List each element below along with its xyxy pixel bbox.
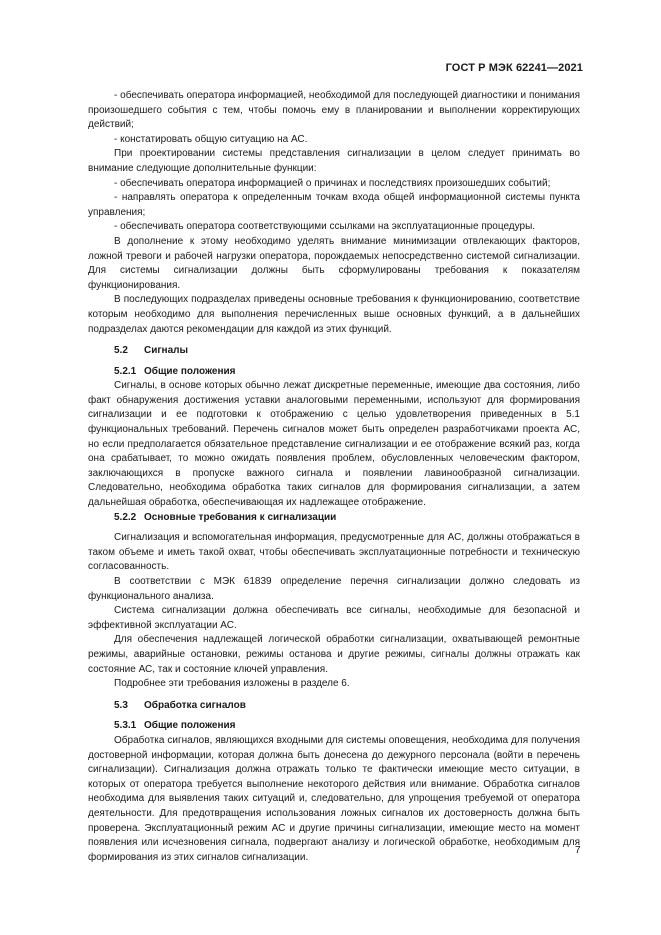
section-heading [88, 511, 580, 526]
document-body [88, 89, 580, 865]
paragraph: - констатировать общую ситуацию на АС. [114, 133, 308, 145]
paragraph: В дополнение к этому необходимо уделять внимание минимизации отвлекающих факторов, ложной тревоги и рабочей нагрузки оператора, порождаемых непосредственно системой сигнализации. Для системы сигнализации должны быть сформулированы требования к показателям функционирования. [88, 235, 580, 291]
section-title: Обработка сигналов [144, 699, 246, 711]
paragraph: - обеспечивать оператора соответствующими ссылками на эксплуатационные процедуры. [114, 221, 536, 233]
paragraph: Сигнализация и вспомогательная информация, предусмотренные для АС, должны отображаться в таком объеме и иметь такой охват, чтобы обеспечивать эксплуатационные потребности и техническую согласованность. [88, 532, 580, 573]
section-number: 5.3 [114, 699, 128, 711]
paragraph: В последующих подразделах приведены основные требования к функционированию, соответствие которым необходимо для выполнения перечисленных выше основных функций, а в дальнейших подразделах даются рекомендации для каждой из этих функций. [88, 294, 580, 335]
section-title: Общие положения [144, 365, 236, 377]
section-title: Основные требования к сигнализации [144, 511, 337, 523]
paragraph: Для обеспечения надлежащей логической обработки сигнализации, охватывающей ремонтные режимы, аварийные остановки, режимы останова и другие режимы, сигналы должны отражать как состояние АС, так и состояние ключей управления. [88, 634, 580, 675]
section-heading [88, 719, 580, 734]
section-heading [88, 344, 580, 359]
section-title: Сигналы [144, 345, 189, 357]
section-number: 5.2.1 [114, 365, 137, 377]
paragraph: Система сигнализации должна обеспечивать все сигналы, необходимые для безопасной и эффективной эксплуатации АС. [88, 605, 580, 631]
paragraph: - обеспечивать оператора информацией, необходимой для последующей диагностики и понимания произошедшего события с тем, чтобы помочь ему в планировании и выполнении корректирующих действий; [88, 90, 580, 131]
paragraph: - направлять оператора к определенным точкам входа общей информационной системы пункта управления; [88, 192, 580, 218]
section-title: Общие положения [144, 720, 236, 732]
section-number: 5.2 [114, 345, 128, 357]
section-heading [88, 365, 580, 380]
section-number: 5.2.2 [114, 511, 137, 523]
paragraph: Обработка сигналов, являющихся входными для системы оповещения, необходима для получения достоверной информации, которая должна быть донесена до дежурного персонала (войти в перечень сигнализации). Сигнализация должна отражать только те фактически имеющие место ситуации, в которых от оператора требуется выполнение некоторого действия или внимание. Обработка сигналов необходима для выявления таких ситуаций и, следовательно, для упрощения требуемой от оператора деятельности. Для предотвращения использования ложных сигналов их достоверность должна быть проверена. Эксплуатационный режим АС и другие причины сигнализации, имеющие место на момент появления или исчезновения сигнала, подвергают анализу и логической обработке, необходимым для формирования из этих сигналов сигнализации. [88, 734, 580, 863]
page-number: 7 [575, 845, 581, 856]
section-number: 5.3.1 [114, 720, 137, 732]
paragraph: В соответствии с МЭК 61839 определение перечня сигнализации должно следовать из функционального анализа. [88, 576, 580, 602]
paragraph: Сигналы, в основе которых обычно лежат дискретные переменные, имеющие два состояния, либо факт обнаружения достижения уставки аналоговыми переменными, используют для формирования сигнализации и ее подготовки к отображению с целью удовлетворения приведенных в 5.1 функциональных требований. Перечень сигналов может быть определен разработчиками проекта АС, но если предполагается обязательное представление сигнализации и ее отображение всякий раз, когда она срабатывает, то можно ожидать появления проблем, обусловленных человеческим фактором, заключающихся в пропуске важного сигнала и появлении лавинообразной сигнализации. Следовательно, необходима обработка таких сигналов для формирования сигнализации, а затем дальнейшая обработка, обеспечивающая их надлежащее отображение. [88, 380, 580, 509]
paragraph: Подробнее эти требования изложены в разделе 6. [114, 678, 350, 690]
paragraph: При проектировании системы представления сигнализации в целом следует принимать во внимание следующие дополнительные функции: [88, 148, 580, 174]
standard-code-header: ГОСТ Р МЭК 62241—2021 [445, 62, 583, 74]
section-heading [88, 699, 580, 714]
paragraph: - обеспечивать оператора информацией о причинах и последствиях произошедших событий; [114, 177, 551, 189]
